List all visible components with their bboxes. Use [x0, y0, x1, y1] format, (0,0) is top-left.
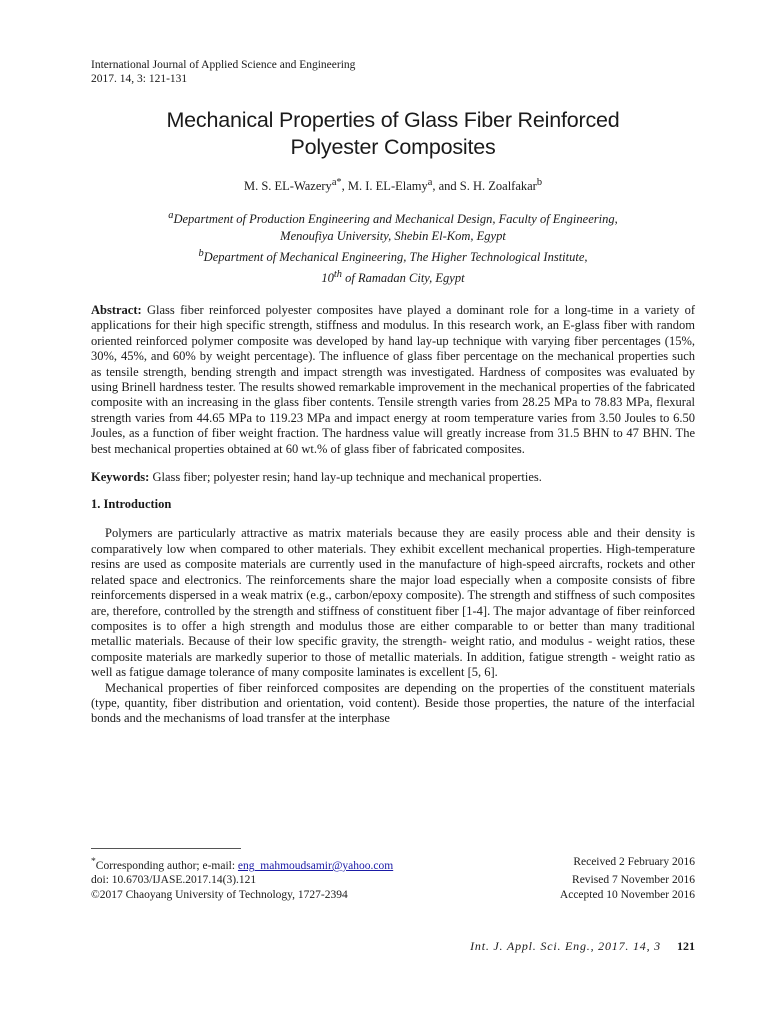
accepted-date: Accepted 10 November 2016 — [559, 888, 695, 901]
author-email-link[interactable]: eng_mahmoudsamir@yahoo.com — [237, 859, 394, 872]
affiliation-b-line-1: Department of Mechanical Engineering, The Higher Technological Institute, — [203, 249, 588, 264]
affiliation-a — [91, 207, 695, 245]
paper-page — [91, 58, 695, 727]
footer-citation: Int. J. Appl. Sci. Eng., 2017. 14, 3 — [470, 939, 661, 953]
received-date: Received 2 February 2016 — [573, 856, 695, 868]
author-2-sup: a — [427, 177, 433, 189]
footnote-row-1 — [91, 855, 695, 873]
keywords-text: Glass fiber; polyester resin; hand lay-up technique and mechanical properties. — [149, 469, 542, 484]
footnotes — [91, 855, 695, 902]
author-list — [91, 175, 695, 194]
title-line-2: Polyester Composites — [290, 135, 496, 159]
affiliation-a-sup: a — [168, 209, 174, 221]
author-3: , and S. H. Zoalfakar — [432, 179, 537, 194]
keywords — [91, 470, 695, 485]
affiliation-a-line-1: Department of Production Engineering and Mechanical Design, Faculty of Engineering, — [173, 211, 618, 226]
footnote-row-2 — [91, 873, 695, 888]
page-number: 121 — [677, 939, 695, 953]
abstract-text: Glass fiber reinforced polyester composites have played a dominant role for a long-time in a variety of applications for their high specific strength, stiffness and modulus. In this research work, an E-glass fiber with random oriented reinforced polymer composite was developed by hand lay-up technique with varying fiber percentages (15%, 30%, 45%, and 60% by weight percentage). The influence of glass fiber percentage on the mechanical properties such as tensile strength, bending strength and impact strength was investigated. Hardness of composites was evaluated by using Brinell hardness tester. The results showed remarkable improvement in the mechanical properties of the fabricated composite with an increasing in the glass fiber contents. Tensile strength varies from 28.25 MPa to 78.83 MPa, flexural strength varies from 44.65 MPa to 119.23 MPa and impact energy at room temperature varies from 3.50 Joules to 6.50 Joules, as a function of fiber weight fraction. The hardness value will greatly increase from 31.5 BHN to 47 BHN. The best mechanical properties obtained at 60 wt.% of glass fiber of fabricated composites. — [91, 303, 695, 456]
author-2: , M. I. EL-Elamy — [341, 179, 428, 194]
affiliation-b-line-2-sup: th — [333, 268, 343, 280]
affiliation-b — [91, 245, 695, 287]
body-paragraph-1: Polymers are particularly attractive as matrix materials because they are easily process able and their density is comparatively low when compared to other materials. They exhibit excellent mechanical properties. High-temperature resins are used as composite materials are currently used in the manufacture of high-speed aircrafts, rockets and other related space and electronics. The reinforcements share the major load especially when a composite consists of fibre reinforcements dispersed in a weak matrix (e.g., carbon/epoxy composite). The strength and stiffness of such composites are, therefore, controlled by the strength and stiffness of constituent fiber [1-4]. The major advantage of fiber reinforced composites is to offer a high strength and modulus those are either comparable to or better than many traditional metallic materials. Because of their low specific gravity, the strength- weight ratio, and modulus - weight ratios, these composite materials are markedly superior to those of metallic materials. In addition, fatigue strength - weight ratio as well as fatigue damage tolerance of many composite laminates is excellent [5, 6]. — [91, 526, 695, 680]
journal-name: International Journal of Applied Science and Engineering — [91, 59, 356, 71]
page-footer — [470, 939, 695, 954]
journal-volume: 2017. 14, 3: 121-131 — [91, 73, 188, 85]
corresponding-label: Corresponding author; e-mail: — [95, 859, 238, 872]
affiliation-b-line-2-pre: 10 — [321, 271, 334, 286]
section-heading-introduction: 1. Introduction — [91, 497, 172, 512]
affiliation-b-sup: b — [198, 247, 204, 259]
author-1: M. S. EL-Wazery — [243, 179, 332, 194]
corresponding-sup: * — [91, 856, 96, 867]
abstract-label: Abstract: — [91, 303, 142, 318]
body-paragraph-2: Mechanical properties of fiber reinforced composites are depending on the properties of the constituent materials (type, quantity, fiber distribution and orientation, void content). Beside those properties, the nature of the interfacial bonds and the mechanisms of load transfer at the interphase — [91, 680, 695, 726]
footnote-divider — [91, 848, 241, 849]
copyright: ©2017 Chaoyang University of Technology, 1727-2394 — [91, 888, 348, 901]
keywords-label: Keywords: — [91, 469, 150, 484]
author-3-sup: b — [536, 177, 543, 189]
revised-date: Revised 7 November 2016 — [572, 874, 695, 887]
journal-header — [91, 58, 695, 86]
author-1-sup: a* — [331, 177, 342, 189]
abstract — [91, 303, 695, 457]
title-line-1: Mechanical Properties of Glass Fiber Reinforced — [166, 108, 620, 132]
affiliation-a-line-2: Menoufiya University, Shebin El-Kom, Egypt — [280, 228, 506, 243]
affiliation-b-line-2-post: of Ramadan City, Egypt — [342, 271, 465, 286]
doi: doi: 10.6703/IJASE.2017.14(3).121 — [91, 874, 257, 887]
corresponding-author — [91, 855, 393, 873]
footnote-row-3 — [91, 888, 695, 903]
affiliations — [91, 207, 695, 287]
paper-title — [91, 107, 695, 161]
